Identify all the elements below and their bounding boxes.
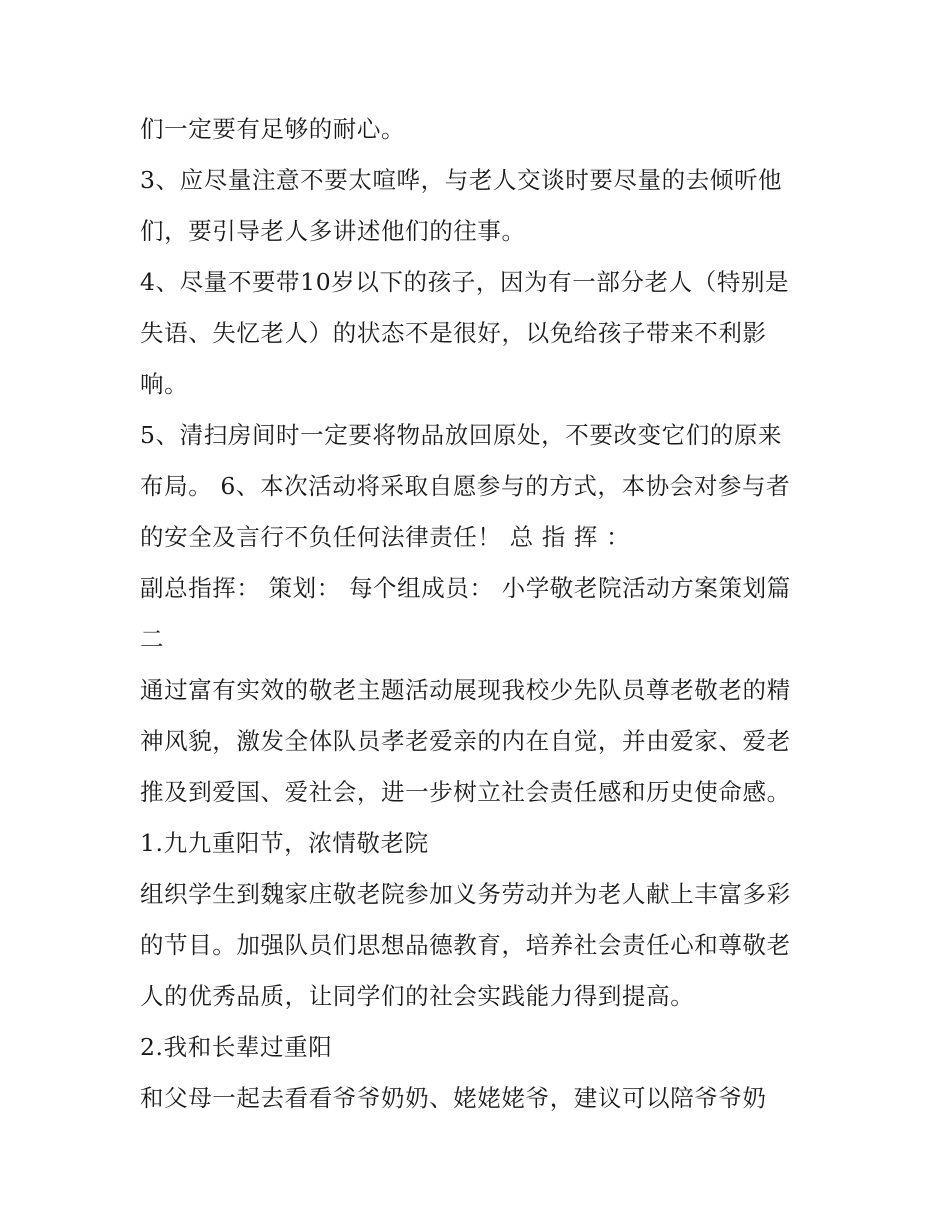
text-line: 失语、失忆老人）的状态不是很好，以免给孩子带来不利影 xyxy=(140,319,767,347)
text-line: 布局。 6、本次活动将采取自愿参与的方式，本协会对参与者 xyxy=(140,472,791,500)
text-line: 的节目。加强队员们思想品德教育，培养社会责任心和尊敬老 xyxy=(140,931,791,959)
text-line: 们，要引导老人多讲述他们的往事。 xyxy=(140,217,526,245)
text-line: 通过富有实效的敬老主题活动展现我校少先队员尊老敬老的精 xyxy=(140,676,791,704)
text-line: 神风貌，激发全体队员孝老爱亲的内在自觉，并由爱家、爱老 xyxy=(140,727,791,755)
text-line: 响。 xyxy=(140,370,189,398)
text-line: 人的优秀品质，让同学们的社会实践能力得到提高。 xyxy=(140,982,695,1010)
text-line: 们一定要有足够的耐心。 xyxy=(140,115,406,143)
section-heading: 2.我和长辈过重阳 xyxy=(140,1033,333,1061)
document-body xyxy=(140,104,820,1124)
text-line: 二 xyxy=(140,625,165,653)
text-line: 5、清扫房间时一定要将物品放回原处，不要改变它们的原来 xyxy=(140,421,783,449)
section-heading: 1.九九重阳节，浓情敬老院 xyxy=(140,829,429,857)
text-line: 推及到爱国、爱社会，进一步树立社会责任感和历史使命感。 xyxy=(140,778,791,806)
text-line: 4、尽量不要带10岁以下的孩子，因为有一部分老人（特别是 xyxy=(140,268,790,296)
text-line: 和父母一起去看看爷爷奶奶、姥姥姥爷，建议可以陪爷爷奶 xyxy=(140,1084,767,1112)
text-line: 3、应尽量注意不要太喧哗，与老人交谈时要尽量的去倾听他 xyxy=(140,166,783,194)
text-line: 组织学生到魏家庄敬老院参加义务劳动并为老人献上丰富多彩 xyxy=(140,880,791,908)
text-line: 副总指挥： 策划： 每个组成员： 小学敬老院活动方案策划篇 xyxy=(140,574,791,602)
text-line: 的安全及言行不负任何法律责任！ 总 指 挥 ： xyxy=(140,523,631,551)
